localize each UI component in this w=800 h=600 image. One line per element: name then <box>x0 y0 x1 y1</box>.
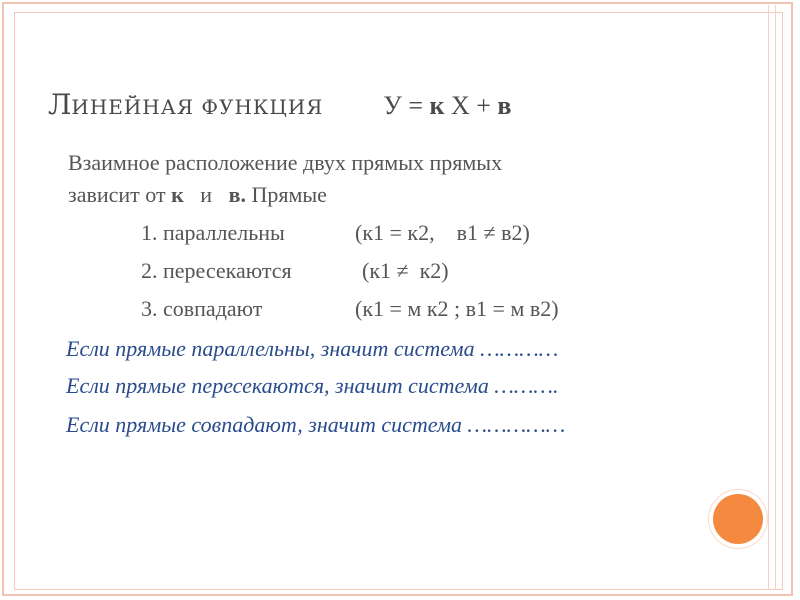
intro-line-1: Взаимное расположение двух прямых прямых <box>68 150 503 175</box>
intro-line-2: зависит от к и в. Прямые <box>68 182 327 207</box>
title-text: ИНЕЙНАЯ ФУНКЦИЯ <box>71 95 324 119</box>
formula-prefix: У = <box>383 91 430 120</box>
title-formula <box>383 91 511 121</box>
case-3-formula: (к1 = м к2 ; в1 = м в2) <box>355 296 559 321</box>
slide-right-border <box>768 5 776 590</box>
question-parallel: Если прямые параллельны, значит система ………… <box>66 336 559 361</box>
question-intersect: Если прямые пересекаются, значит система ………. <box>66 373 559 398</box>
question-coincide: Если прямые совпадают, значит система …………… <box>66 412 566 437</box>
slide-title <box>48 88 511 124</box>
case-3-label: 3. совпадают <box>141 296 263 321</box>
formula-mid: Х + <box>444 91 498 120</box>
case-2-formula: (к1 ≠ к2) <box>362 258 449 283</box>
formula-b: в <box>497 91 512 120</box>
case-1-formula: (к1 = к2, в1 ≠ в2) <box>355 220 530 245</box>
case-1-label: 1. параллельны <box>141 220 285 245</box>
decorative-orange-circle <box>713 494 763 544</box>
formula-k: к <box>429 91 445 120</box>
case-2-label: 2. пересекаются <box>141 258 292 283</box>
title-first-letter: Л <box>48 88 72 121</box>
